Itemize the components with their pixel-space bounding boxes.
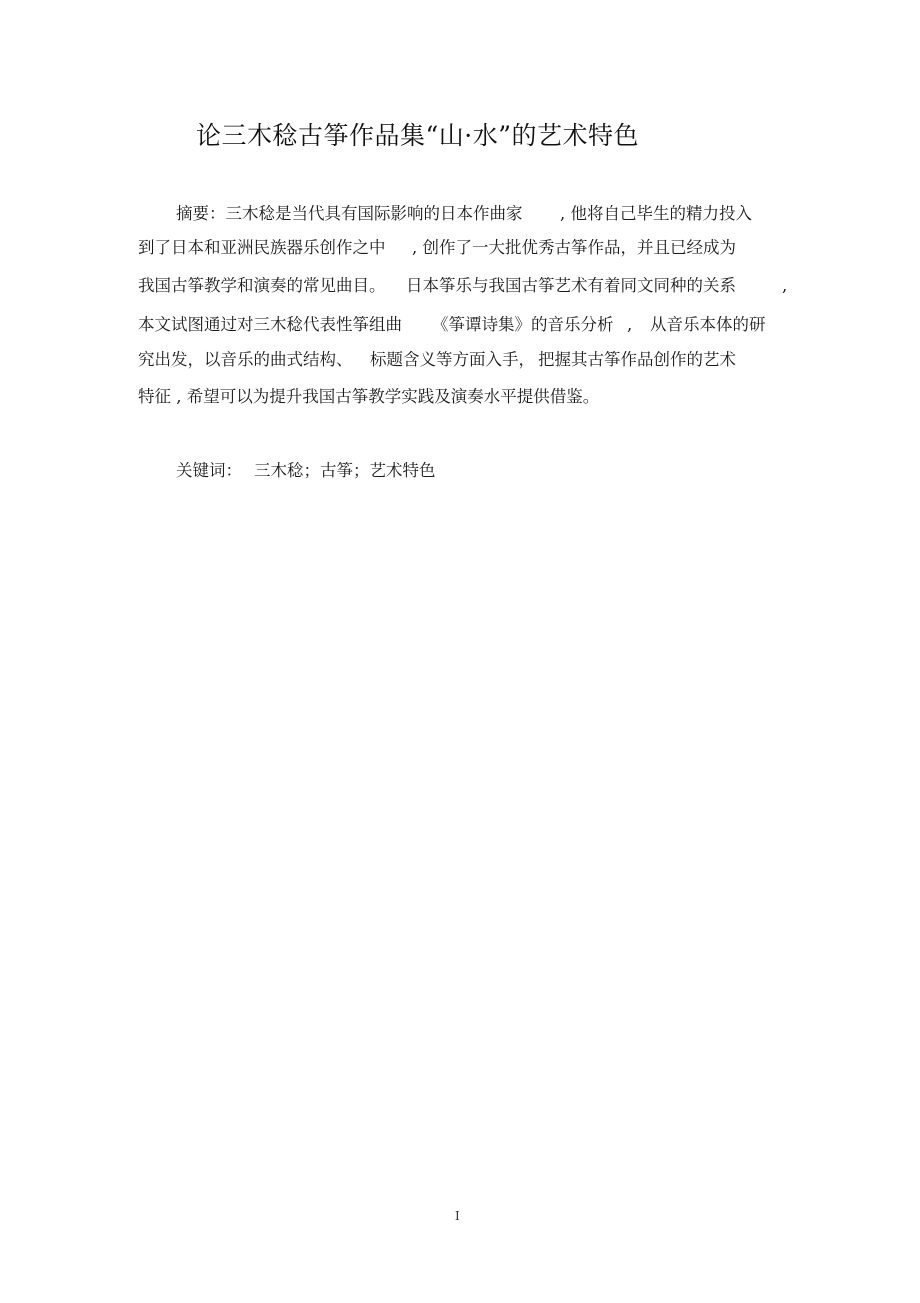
abstract-line — [0, 272, 920, 300]
abstract-text: 本文试图通过对三木稔代表性筝组曲 — [138, 315, 402, 334]
abstract-text: , — [782, 276, 788, 295]
abstract-line — [0, 383, 920, 411]
page-number: I — [455, 1209, 460, 1223]
abstract-text: 从音乐本体的研 — [650, 315, 766, 334]
abstract-line — [0, 346, 920, 374]
abstract-text: 把握其古筝作品创作的艺术 — [538, 350, 736, 369]
abstract-text: , 他将自己毕生的精力投入 — [560, 204, 752, 223]
abstract-line — [0, 234, 920, 262]
abstract-text: 究出发，以音乐的曲式结构、 — [138, 350, 353, 369]
abstract-text: 摘要：三木稔是当代具有国际影响的日本作曲家 — [176, 204, 523, 223]
abstract-line — [0, 311, 920, 339]
abstract-text: , — [627, 315, 633, 334]
abstract-text: 我国古筝教学和演奏的常见曲目。 — [138, 276, 386, 295]
abstract-text: , 创作了一大批优秀古筝作品，并且已经成为 — [412, 238, 736, 257]
keywords-label: 关键词： — [176, 461, 242, 480]
keywords-value: 三木稔；古筝；艺术特色 — [254, 461, 436, 480]
keywords-line — [0, 457, 920, 485]
abstract-text: 《筝谭诗集》的音乐分析 — [432, 315, 614, 334]
abstract-text: 标题含义等方面入手， — [370, 350, 535, 369]
abstract-text: 日本筝乐与我国古筝艺术有着同文同种的关系 — [406, 276, 736, 295]
abstract-text: 到了日本和亚洲民族器乐创作之中 — [138, 238, 386, 257]
document-title: 论三木稔古筝作品集“山·水”的艺术特色 — [196, 121, 640, 150]
abstract-line — [0, 200, 920, 228]
abstract-text: 特征 , 希望可以为提升我国古筝教学实践及演奏水平提供借鉴。 — [138, 387, 600, 406]
